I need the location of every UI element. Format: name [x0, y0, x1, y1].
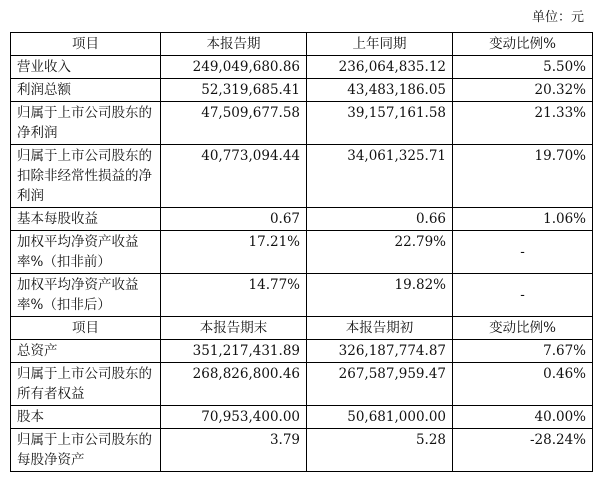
table-row	[11, 231, 593, 274]
header-cell-change-pct: 变动比例%	[453, 33, 593, 56]
table-row	[11, 429, 593, 472]
header-cell-current-period: 本报告期	[161, 33, 307, 56]
change-cell: 21.33%	[453, 102, 593, 145]
change-cell: 0.46%	[453, 363, 593, 406]
value-cell: 267,587,959.47	[307, 363, 453, 406]
unit-label: 单位：元	[531, 10, 584, 25]
row-label: 加权平均净资产收益率%（扣非前）	[11, 231, 161, 274]
value-cell: 326,187,774.87	[307, 340, 453, 363]
header-cell-item: 项目	[11, 33, 161, 56]
subheader-cell-change-pct: 变动比例%	[453, 317, 593, 340]
row-label: 归属于上市公司股东的扣除非经常性损益的净利润	[11, 145, 161, 208]
change-cell: 19.70%	[453, 145, 593, 208]
value-cell: 0.66	[307, 208, 453, 231]
change-cell: 40.00%	[453, 406, 593, 429]
change-cell: -	[453, 274, 593, 317]
table-row	[11, 363, 593, 406]
table-header-row	[11, 33, 593, 56]
financial-summary-table	[10, 32, 593, 472]
table-row	[11, 79, 593, 102]
value-cell: 43,483,186.05	[307, 79, 453, 102]
value-cell: 39,157,161.58	[307, 102, 453, 145]
row-label: 总资产	[11, 340, 161, 363]
value-cell: 3.79	[161, 429, 307, 472]
value-cell: 351,217,431.89	[161, 340, 307, 363]
row-label: 加权平均净资产收益率%（扣非后）	[11, 274, 161, 317]
value-cell: 249,049,680.86	[161, 56, 307, 79]
row-label: 营业收入	[11, 56, 161, 79]
change-cell: 7.67%	[453, 340, 593, 363]
table-row	[11, 145, 593, 208]
row-label: 利润总额	[11, 79, 161, 102]
table-row	[11, 274, 593, 317]
change-cell: -28.24%	[453, 429, 593, 472]
subheader-cell-item: 项目	[11, 317, 161, 340]
value-cell: 0.67	[161, 208, 307, 231]
row-label: 基本每股收益	[11, 208, 161, 231]
table-row	[11, 208, 593, 231]
row-label: 归属于上市公司股东的每股净资产	[11, 429, 161, 472]
row-label: 归属于上市公司股东的净利润	[11, 102, 161, 145]
value-cell: 268,826,800.46	[161, 363, 307, 406]
subheader-cell-period-end: 本报告期末	[161, 317, 307, 340]
change-cell: 20.32%	[453, 79, 593, 102]
change-cell: -	[453, 231, 593, 274]
value-cell: 17.21%	[161, 231, 307, 274]
value-cell: 34,061,325.71	[307, 145, 453, 208]
table-row	[11, 56, 593, 79]
subheader-cell-period-start: 本报告期初	[307, 317, 453, 340]
row-label: 归属于上市公司股东的所有者权益	[11, 363, 161, 406]
table-row	[11, 340, 593, 363]
header-cell-prior-year: 上年同期	[307, 33, 453, 56]
table-row	[11, 102, 593, 145]
value-cell: 50,681,000.00	[307, 406, 453, 429]
table-row	[11, 406, 593, 429]
row-label: 股本	[11, 406, 161, 429]
value-cell: 40,773,094.44	[161, 145, 307, 208]
value-cell: 14.77%	[161, 274, 307, 317]
value-cell: 47,509,677.58	[161, 102, 307, 145]
value-cell: 70,953,400.00	[161, 406, 307, 429]
change-cell: 1.06%	[453, 208, 593, 231]
change-cell: 5.50%	[453, 56, 593, 79]
value-cell: 19.82%	[307, 274, 453, 317]
value-cell: 22.79%	[307, 231, 453, 274]
value-cell: 52,319,685.41	[161, 79, 307, 102]
value-cell: 5.28	[307, 429, 453, 472]
table-subheader-row	[11, 317, 593, 340]
value-cell: 236,064,835.12	[307, 56, 453, 79]
